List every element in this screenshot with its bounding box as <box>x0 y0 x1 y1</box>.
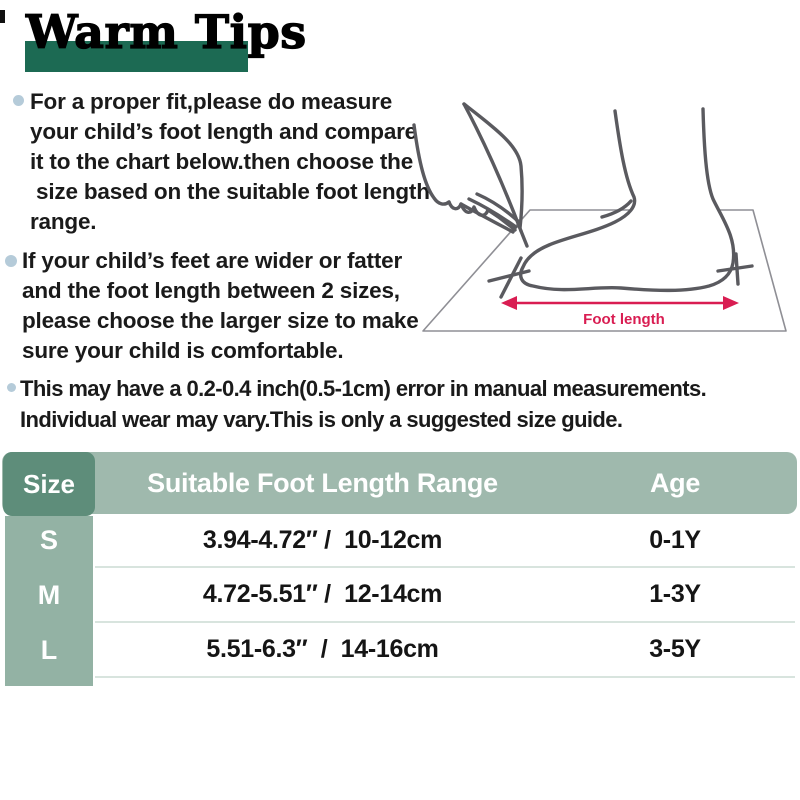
table-row <box>0 514 800 567</box>
age-cell: 3-5Y <box>649 635 701 663</box>
column-header-range: Suitable Foot Length Range <box>147 468 498 498</box>
range-cell: 5.51-6.3″ / 14-16cm <box>206 635 439 663</box>
size-label-s: S <box>39 525 58 555</box>
tip-line: If your child’s feet are wider or fatter <box>22 248 403 273</box>
edge-artifact <box>0 10 5 23</box>
tip-item-wider-feet <box>5 246 419 366</box>
table-row <box>0 567 800 622</box>
foot-measuring-illustration <box>400 85 800 355</box>
column-header-size: Size <box>3 452 95 516</box>
tip-line: Individual wear may vary.This is only a suggested size guide. <box>20 407 623 432</box>
tip-line: your child’s foot length and compare <box>30 119 418 144</box>
tip-line: size based on the suitable foot length <box>30 179 430 204</box>
hand-with-pencil <box>414 104 527 246</box>
tip-line: range. <box>30 209 97 234</box>
tip-item-error-note <box>5 373 706 435</box>
tip-text <box>30 87 430 237</box>
page-title: Warm Tips <box>26 5 307 59</box>
size-label-l: L <box>40 635 58 665</box>
age-cell: 1-3Y <box>649 580 701 608</box>
tip-line: and the foot length between 2 sizes, <box>22 278 400 303</box>
tip-text <box>20 373 706 435</box>
foot-outline <box>521 109 734 290</box>
age-cell: 0-1Y <box>649 526 701 554</box>
foot-length-label: Foot length <box>583 311 665 328</box>
size-chart-table <box>0 452 800 692</box>
bullet-icon <box>13 95 24 106</box>
range-cell: 3.94-4.72″ / 10-12cm <box>202 526 443 554</box>
tip-line: This may have a 0.2-0.4 inch(0.5-1cm) error in manual measurements. <box>20 376 707 401</box>
tip-line: please choose the larger size to make <box>22 308 419 333</box>
bullet-icon <box>5 255 17 267</box>
tip-line: For a proper fit,please do measure <box>30 89 393 114</box>
column-header-age: Age <box>649 468 701 498</box>
table-row <box>0 622 800 677</box>
bullet-icon <box>7 383 16 392</box>
tip-text <box>22 246 419 366</box>
tip-item-measure <box>13 87 430 237</box>
tip-line: it to the chart below.then choose the <box>30 149 414 174</box>
tip-line: sure your child is comfortable. <box>22 338 344 363</box>
row-divider <box>95 676 795 678</box>
range-cell: 4.72-5.51″ / 12-14cm <box>202 580 443 608</box>
size-label-m: M <box>37 580 61 610</box>
